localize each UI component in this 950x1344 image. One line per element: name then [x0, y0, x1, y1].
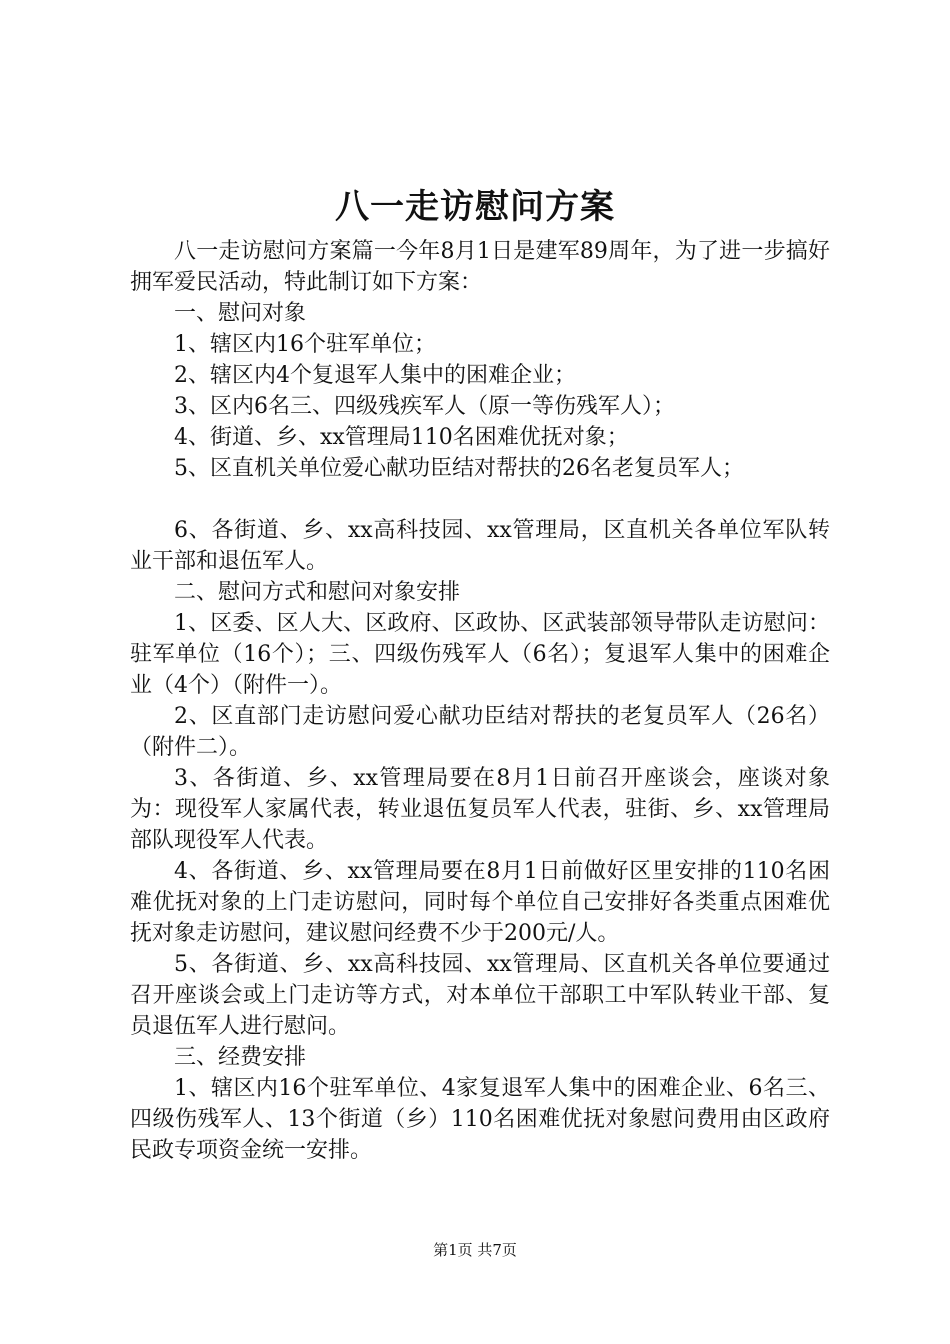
page-footer: 第1页 共7页: [433, 1241, 517, 1259]
section-heading-2: 二、慰问方式和慰问对象安排: [174, 580, 461, 605]
list-item: 5、区直机关单位爱心献功臣结对帮扶的26名老复员军人；: [174, 456, 744, 481]
list-item: 6、各街道、乡、xx高科技园、xx管理局，区直机关各单位军队转业干部和退伍军人。: [130, 518, 830, 574]
paragraph-intro: 八一走访慰问方案篇一今年8月1日是建军89周年，为了进一步搞好拥军爱民活动，特此制订如下方案：: [130, 239, 830, 295]
section-heading-1: 一、慰问对象: [174, 301, 307, 326]
list-item: 5、各街道、乡、xx高科技园、xx管理局、区直机关各单位要通过召开座谈会或上门走访等方式，对本单位干部职工中军队转业干部、复员退伍军人进行慰问。: [130, 952, 830, 1039]
document-title: 八一走访慰问方案: [335, 187, 615, 227]
list-item: 4、街道、乡、xx管理局110名困难优抚对象；: [174, 425, 629, 450]
list-item: 3、各街道、乡、xx管理局要在8月1日前召开座谈会，座谈对象为：现役军人家属代表，转业退伍复员军人代表，驻街、乡、xx管理局部队现役军人代表。: [130, 766, 830, 853]
list-item: 2、区直部门走访慰问爱心献功臣结对帮扶的老复员军人（26名）（附件二）。: [130, 704, 830, 760]
section-heading-3: 三、经费安排: [174, 1045, 307, 1070]
document-body: [130, 236, 830, 1166]
list-item: 3、区内6名三、四级残疾军人（原一等伤残军人）；: [174, 394, 675, 419]
list-item: 1、区委、区人大、区政府、区政协、区武装部领导带队走访慰问：驻军单位（16个）；三、四级伤残军人（6名）；复退军人集中的困难企业（4个）（附件一）。: [130, 611, 830, 698]
list-item: 1、辖区内16个驻军单位、4家复退军人集中的困难企业、6名三、四级伤残军人、13个街道（乡）110名困难优抚对象慰问费用由区政府民政专项资金统一安排。: [130, 1076, 830, 1163]
list-item: 2、辖区内4个复退军人集中的困难企业；: [174, 363, 576, 388]
list-item: 4、各街道、乡、xx管理局要在8月1日前做好区里安排的110名困难优抚对象的上门走访慰问，同时每个单位自己安排好各类重点困难优抚对象走访慰问，建议慰问经费不少于200元/人。: [130, 859, 830, 946]
list-item: 1、辖区内16个驻军单位；: [174, 332, 436, 357]
